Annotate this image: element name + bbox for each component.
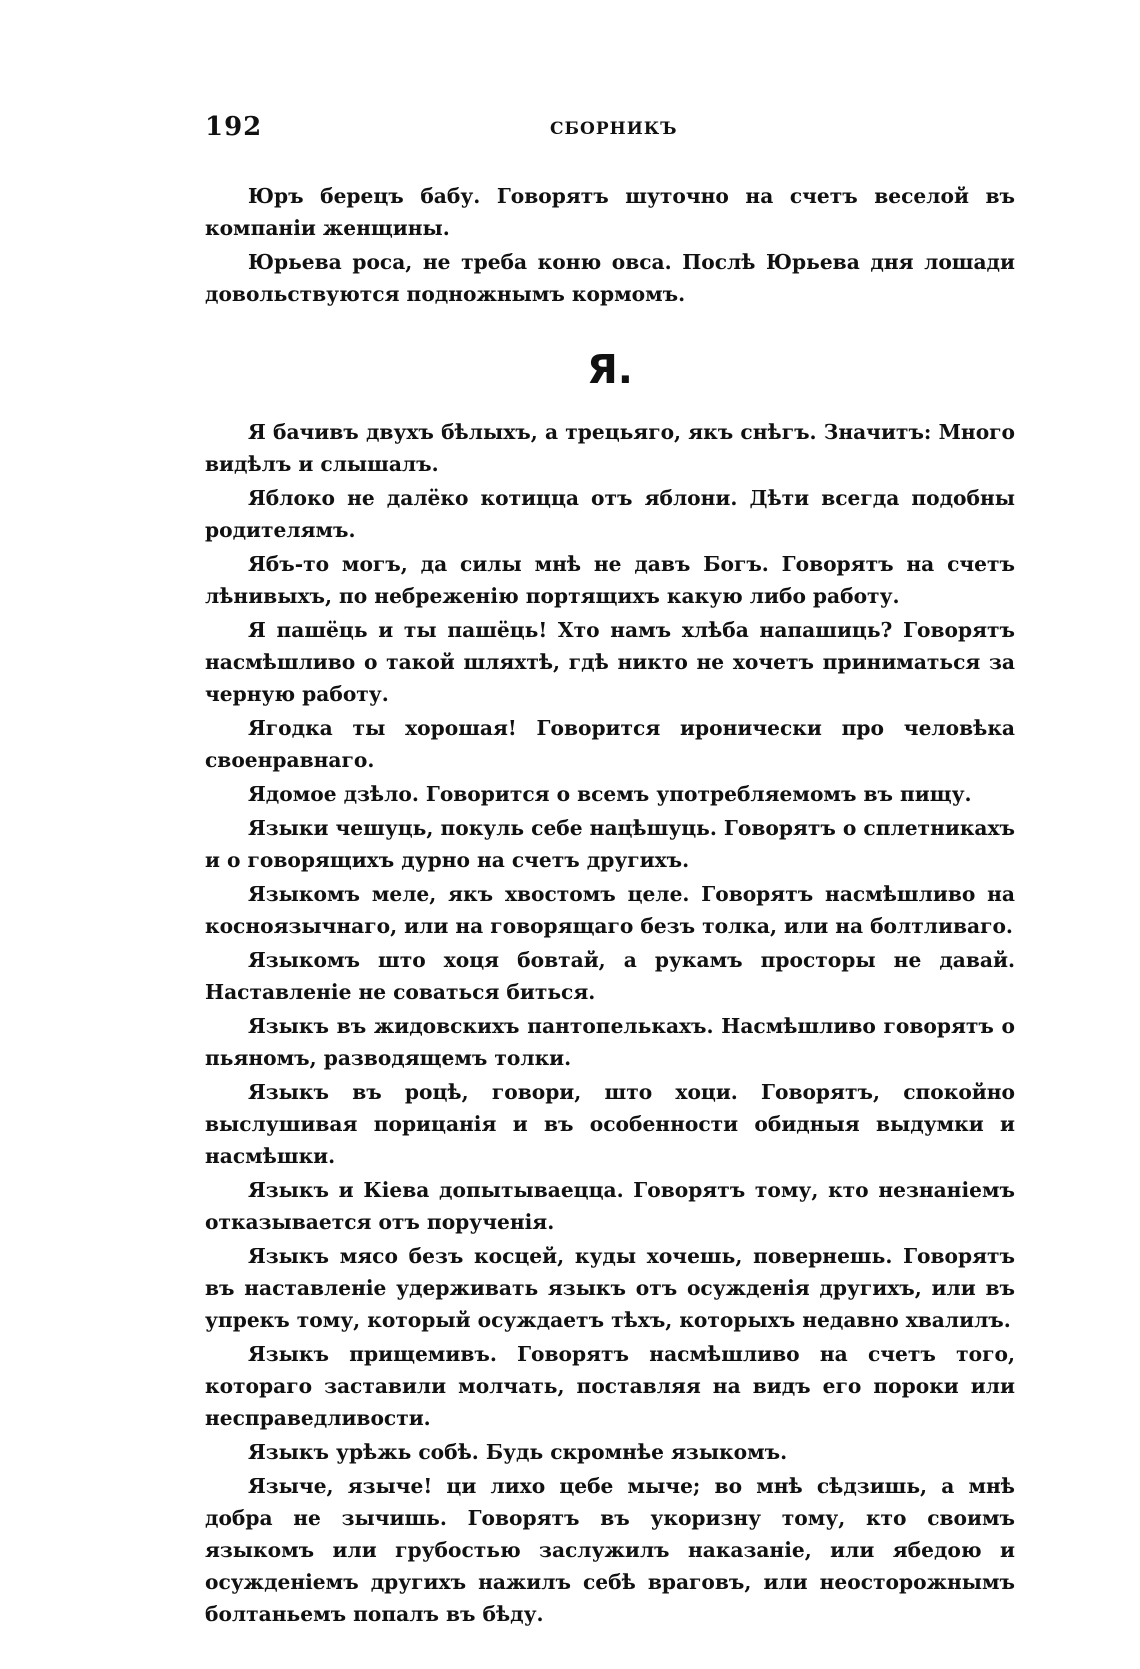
proverb-entry: Ядомое дзѣло. Говорится о всемъ употребляемомъ въ пищу. — [248, 782, 972, 806]
proverb-entry: Языкомъ меле, якъ хвостомъ целе. Говорятъ насмѣшливо на косноязычнаго, или на говорящаго безъ толка, или на болтливаго. — [205, 882, 1015, 938]
proverb-entry: Я бачивъ двухъ бѣлыхъ, а трецьяго, якъ снѣгъ. Значитъ: Много видѣлъ и слышалъ. — [205, 420, 1015, 476]
page-header — [205, 112, 1015, 152]
proverb-entry: Языкъ мясо безъ косцей, куды хочешь, повернешь. Говорятъ въ наставленіе удерживать языкъ отъ осужденія другихъ, или въ упрекъ тому, который осуждаетъ тѣхъ, которыхъ недавно хвалилъ. — [205, 1244, 1015, 1332]
proverb-entry: Языкомъ што хоця бовтай, а рукамъ просторы не давай. Наставленіе не соваться биться. — [205, 948, 1015, 1004]
proverb-entry: Я пашёць и ты пашёць! Хто намъ хлѣба напашиць? Говорятъ насмѣшливо о такой шляхтѣ, гдѣ никто не хочетъ приниматься за черную работу. — [205, 618, 1015, 706]
proverb-entry: Языкъ въ роцѣ, говори, што хоци. Говорятъ, спокойно выслушивая порицанія и въ особенности обидныя выдумки и насмѣшки. — [205, 1080, 1015, 1168]
proverb-entry: Языкъ въ жидовскихъ пантопелькахъ. Насмѣшливо говорятъ о пьяномъ, разводящемъ толки. — [205, 1014, 1015, 1070]
page-body — [205, 180, 1015, 1632]
section-heading: Я. — [587, 347, 633, 393]
proverb-entry: Ябъ-то могъ, да силы мнѣ не давъ Богъ. Говорятъ на счетъ лѣнивыхъ, по небреженію портящихъ какую либо работу. — [205, 552, 1015, 608]
running-title: СБОРНИКЪ — [550, 119, 678, 139]
proverb-entry: Языкъ прищемивъ. Говорятъ насмѣшливо на счетъ того, котораго заставили молчать, поставляя на видъ его пороки или несправедливости. — [205, 1342, 1015, 1430]
page-number: 192 — [205, 112, 263, 142]
proverb-entry: Языче, языче! ци лихо цебе мыче; во мнѣ сѣдзишь, а мнѣ добра не зычишь. Говорятъ въ укоризну тому, кто своимъ языкомъ или грубостью заслужилъ наказаніе, или ябедою и осужденіемъ другихъ нажилъ себѣ враговъ, или неосторожнымъ болтаньемъ попалъ въ бѣду. — [205, 1474, 1015, 1626]
proverb-entry: Языки чешуць, покуль себе нацѣшуць. Говорятъ о сплетникахъ и о говорящихъ дурно на счетъ другихъ. — [205, 816, 1015, 872]
proverb-entry: Яблоко не далёко котицца отъ яблони. Дѣти всегда подобны родителямъ. — [205, 486, 1015, 542]
proverb-entry: Юрьева роса, не треба коню овса. Послѣ Юрьева дня лошади довольствуются подножнымъ кормомъ. — [205, 250, 1015, 306]
proverb-entry: Ягодка ты хорошая! Говорится иронически про человѣка своенравнаго. — [205, 716, 1015, 772]
proverb-entry: Языкъ урѣжь собѣ. Будь скромнѣе языкомъ. — [248, 1440, 788, 1464]
proverb-entry: Языкъ и Кіева допытываецца. Говорятъ тому, кто незнаніемъ отказывается отъ порученія. — [205, 1178, 1015, 1234]
proverb-entry: Юръ берецъ бабу. Говорятъ шуточно на счетъ веселой въ компаніи женщины. — [205, 184, 1015, 240]
